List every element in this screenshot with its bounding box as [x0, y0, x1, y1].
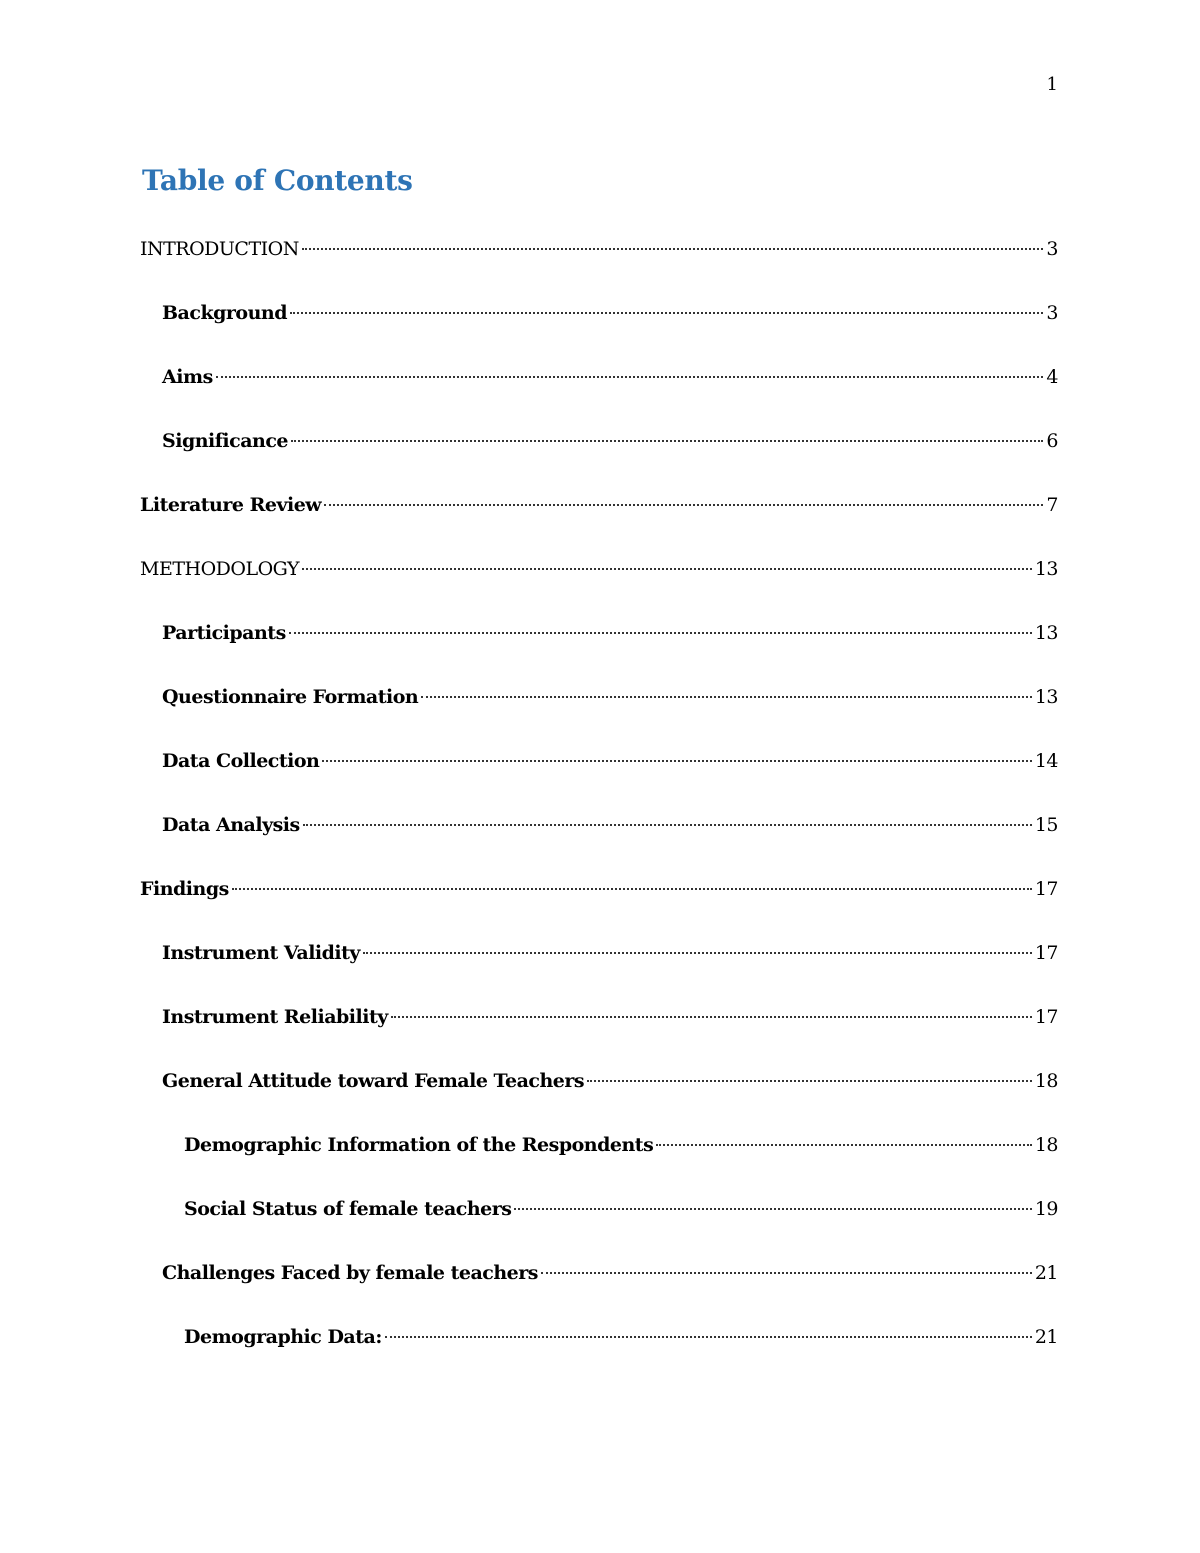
dot-leader: [302, 247, 1044, 250]
toc-entry-page: 13: [1034, 558, 1058, 580]
toc-entry-page: 19: [1034, 1198, 1058, 1220]
dot-leader: [587, 1079, 1032, 1082]
dot-leader: [324, 503, 1043, 506]
toc-entry-label: Findings: [140, 878, 229, 900]
toc-entry-label: INTRODUCTION: [140, 238, 299, 260]
toc-entry-label: Demographic Data:: [184, 1326, 382, 1348]
toc-entry-page: 18: [1034, 1070, 1058, 1092]
toc-entry-instrument-validity[interactable]: [140, 937, 1058, 1001]
toc-entry-label: General Attitude toward Female Teachers: [162, 1070, 585, 1092]
toc-entry-background[interactable]: [140, 297, 1058, 361]
toc-entry-introduction[interactable]: [140, 233, 1058, 297]
toc-entry-findings[interactable]: [140, 873, 1058, 937]
toc-entry-methodology[interactable]: [140, 553, 1058, 617]
toc-entry-label: Demographic Information of the Respondents: [184, 1134, 654, 1156]
toc-entry-significance[interactable]: [140, 425, 1058, 489]
toc-entry-label: Data Analysis: [162, 814, 300, 836]
dot-leader: [216, 375, 1044, 378]
toc-entry-page: 13: [1034, 686, 1058, 708]
dot-leader: [421, 695, 1032, 698]
toc-entry-page: 7: [1046, 494, 1058, 516]
toc-entry-page: 3: [1046, 238, 1058, 260]
toc-entry-data-collection[interactable]: [140, 745, 1058, 809]
dot-leader: [385, 1335, 1032, 1338]
dot-leader: [289, 631, 1032, 634]
dot-leader: [656, 1143, 1032, 1146]
toc-entry-page: 13: [1034, 622, 1058, 644]
toc-entry-page: 6: [1046, 430, 1058, 452]
toc-entry-label: Literature Review: [140, 494, 322, 516]
toc-entry-demographic-data[interactable]: [140, 1321, 1058, 1385]
dot-leader: [391, 1015, 1032, 1018]
toc-entry-label: Challenges Faced by female teachers: [162, 1262, 538, 1284]
toc-entry-page: 18: [1034, 1134, 1058, 1156]
toc-title: Table of Contents: [142, 164, 413, 197]
toc-entry-participants[interactable]: [140, 617, 1058, 681]
toc-entry-page: 4: [1046, 366, 1058, 388]
toc-entry-general-attitude[interactable]: [140, 1065, 1058, 1129]
toc-entry-label: Instrument Reliability: [162, 1006, 388, 1028]
dot-leader: [290, 311, 1043, 314]
toc-entry-label: METHODOLOGY: [140, 558, 300, 580]
toc-entry-label: Data Collection: [162, 750, 320, 772]
toc-entry-label: Significance: [162, 430, 288, 452]
dot-leader: [291, 439, 1043, 442]
toc-entry-page: 3: [1046, 302, 1058, 324]
toc-list: [140, 233, 1058, 1385]
dot-leader: [302, 567, 1032, 570]
toc-entry-label: Aims: [162, 366, 213, 388]
page-number: 1: [1046, 74, 1058, 95]
toc-entry-label: Social Status of female teachers: [184, 1198, 512, 1220]
toc-entry-page: 21: [1034, 1326, 1058, 1348]
toc-entry-questionnaire-formation[interactable]: [140, 681, 1058, 745]
dot-leader: [322, 759, 1031, 762]
toc-entry-page: 21: [1034, 1262, 1058, 1284]
toc-entry-challenges[interactable]: [140, 1257, 1058, 1321]
toc-entry-label: Instrument Validity: [162, 942, 360, 964]
toc-entry-label: Questionnaire Formation: [162, 686, 419, 708]
dot-leader: [232, 887, 1032, 890]
toc-entry-data-analysis[interactable]: [140, 809, 1058, 873]
toc-entry-label: Background: [162, 302, 287, 324]
dot-leader: [514, 1207, 1031, 1210]
dot-leader: [303, 823, 1032, 826]
toc-entry-page: 17: [1034, 942, 1058, 964]
toc-entry-page: 14: [1034, 750, 1058, 772]
toc-entry-page: 17: [1034, 878, 1058, 900]
toc-entry-page: 17: [1034, 1006, 1058, 1028]
toc-entry-aims[interactable]: [140, 361, 1058, 425]
toc-entry-page: 15: [1034, 814, 1058, 836]
toc-entry-social-status[interactable]: [140, 1193, 1058, 1257]
dot-leader: [363, 951, 1032, 954]
toc-entry-demographic-information[interactable]: [140, 1129, 1058, 1193]
toc-entry-label: Participants: [162, 622, 286, 644]
toc-entry-instrument-reliability[interactable]: [140, 1001, 1058, 1065]
toc-entry-literature-review[interactable]: [140, 489, 1058, 553]
dot-leader: [541, 1271, 1032, 1274]
